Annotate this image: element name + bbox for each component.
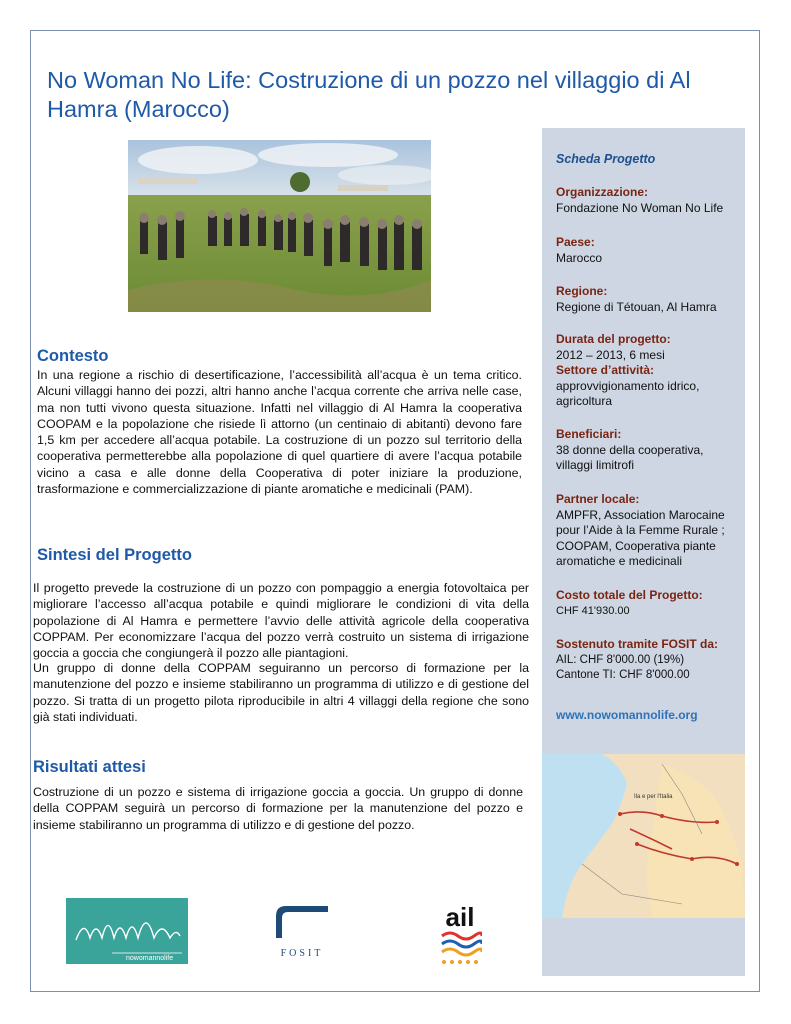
fosit-logo bbox=[268, 900, 336, 964]
partner-label: Partner locale: bbox=[556, 492, 640, 506]
regione-label: Regione: bbox=[556, 284, 608, 298]
durata-field bbox=[556, 332, 741, 410]
fosit-wordmark: FOSIT bbox=[280, 948, 324, 959]
sintesi-paragraph-1: Il progetto prevede la costruzione di un pozzo con pompaggio a energia fotovoltaica per migliorare l’accesso all’acqua potabile e quindi migliorare le condizioni di vita della popolazione di Al Hamra e permettere l’avvio delle attività agricole della cooperativa COPPAM. Per economizzare l’acqua del pozzo verrà costruito un sistema di irrigazione goccia a goccia che congiungerà il pozzo alle piantagioni. bbox=[33, 581, 529, 661]
regione-field bbox=[556, 284, 741, 315]
beneficiari-field bbox=[556, 427, 741, 474]
beneficiari-label: Beneficiari: bbox=[556, 427, 622, 441]
paese-value: Marocco bbox=[556, 250, 603, 265]
durata-value: 2012 – 2013, 6 mesi bbox=[556, 347, 665, 362]
costo-field bbox=[556, 588, 741, 619]
ail-logo bbox=[438, 898, 482, 968]
project-photo bbox=[128, 140, 431, 312]
partner-value: AMPFR, Association Marocaine pour l’Aide à la Femme Rurale ; COOPAM, Cooperativa piante aromatiche e medicinali bbox=[556, 507, 725, 568]
page-title: No Woman No Life: Costruzione di un pozzo nel villaggio di Al Hamra (Marocco) bbox=[47, 67, 691, 122]
nowomannolife-wordmark: nowomannolife bbox=[126, 955, 174, 962]
sostenuto-ti: Cantone TI: CHF 8'000.00 bbox=[556, 669, 690, 681]
risultati-text: Costruzione di un pozzo e sistema di irrigazione goccia a goccia. Un gruppo di donne della COPPAM seguirà un percorso di formazione per la manutenzione del pozzo e insieme stabiliranno un programma di utilizzo e di gestione del pozzo. bbox=[33, 785, 523, 832]
contesto-text: In una regione a rischio di desertificazione, l’accessibilità all’acqua è un tema critico. Alcuni villaggi hanno dei pozzi, altri hanno anche l’acqua corrente che arriva nelle case, ma non tutti vivono questa situazione. Infatti nel villaggio di Al Hamra la cooperativa COOPAM e la popolazione che risiede lì attorno (un centinaio di abitanti) devono fare 1,5 km per accedere all’acqua potabile. La costruzione di un pozzo sul territorio della cooperativa permetterebbe alla popolazione di quel quartiere di avere l’acqua potabile vicino a casa e alle donne della Cooperativa di poter iniziare la produzione, trasformazione e commercializzazione di piante aromatiche e medicinali (PAM). bbox=[37, 368, 522, 497]
costo-label: Costo totale del Progetto: bbox=[556, 588, 703, 602]
project-sheet-sidebar bbox=[542, 128, 745, 976]
contesto-heading: Contesto bbox=[37, 347, 109, 365]
sintesi-paragraph-2: Un gruppo di donne della COPPAM seguiranno un percorso di formazione per la manutenzione del pozzo e insieme stabiliranno un programma di utilizzo e di gestione del pozzo. Si tratta di un progetto pilota riproducibile in altri 4 villaggi della regione che sono già stati individuati. bbox=[33, 661, 529, 724]
risultati-heading: Risultati attesi bbox=[33, 758, 146, 776]
settore-label: Settore d’attività: bbox=[556, 363, 655, 377]
partner-field bbox=[556, 492, 736, 570]
ail-wordmark: ail bbox=[445, 902, 475, 932]
paese-field bbox=[556, 235, 741, 266]
sostenuto-label: Sostenuto tramite FOSIT da: bbox=[556, 637, 719, 651]
sostenuto-ail: AIL: CHF 8'000.00 (19%) bbox=[556, 653, 685, 666]
durata-label: Durata del progetto: bbox=[556, 332, 671, 346]
organizzazione-field bbox=[556, 185, 741, 216]
map-caption: Ila e per l'Italia bbox=[634, 794, 673, 800]
beneficiari-value: 38 donne della cooperativa, villaggi limitrofi bbox=[556, 442, 704, 472]
sintesi-heading: Sintesi del Progetto bbox=[37, 546, 192, 564]
costo-value: CHF 41'930.00 bbox=[556, 604, 630, 617]
sostenuto-field bbox=[556, 637, 741, 684]
organizzazione-value: Fondazione No Woman No Life bbox=[556, 200, 724, 215]
website-link[interactable]: www.nowomannolife.org bbox=[556, 708, 698, 722]
organizzazione-label: Organizzazione: bbox=[556, 185, 649, 199]
settore-value: approvvigionamento idrico, agricoltura bbox=[556, 378, 700, 408]
morocco-map bbox=[542, 754, 745, 918]
paese-label: Paese: bbox=[556, 235, 595, 249]
regione-value: Regione di Tétouan, Al Hamra bbox=[556, 299, 717, 314]
sidebar-title: Scheda Progetto bbox=[556, 152, 656, 166]
nowomannolife-logo bbox=[66, 898, 188, 964]
